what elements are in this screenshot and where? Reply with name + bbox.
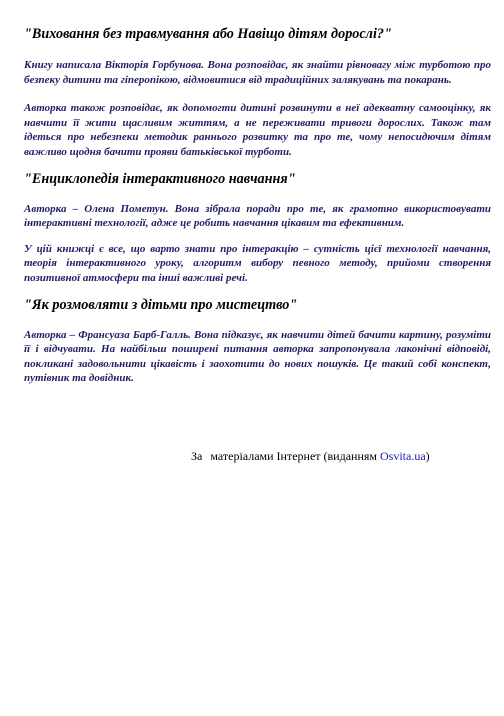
source-text: матеріалами Інтернет (виданням bbox=[210, 449, 380, 463]
section-title-vykhovannia: "Виховання без травмування або Навіщо дітям дорослі?" bbox=[24, 26, 392, 42]
section-paragraph: Книгу написала Вікторія Горбунова. Вона розповідає, як знайти рівновагу між турботою про безпеку дитини та гіперопікою, відмовитися від традиційних залякувань та покарань. bbox=[24, 59, 491, 86]
section-paragraph: Авторка – Олена Пометун. Вона зібрала поради про те, як грамотно використовувати інтерактивні технології, адже це робить навчання цікавим та ефективним. bbox=[24, 202, 491, 230]
section-title-mystetstvo: "Як розмовляти з дітьми про мистецтво" bbox=[24, 296, 298, 313]
section-paragraph: У цій книжці є все, що варто знати про інтеракцію – сутність цієї технології навчання, теорія інтерактивного уроку, алгоритм вибору певного методу, прийоми створення позитивної атмосфери та інші важливі речі. bbox=[24, 242, 491, 284]
source-attribution bbox=[191, 449, 430, 464]
section-paragraph: Авторка – Франсуаза Барб-Галль. Вона підказує, як навчити дітей бачити картину, розуміти її і відчувати. На найбільш поширені питання авторка запропонувала лаконічні відповіді, покликані задовольнити цікавість і заохотити до нових пошуків. Це такий собі конспект, путівник та довідник. bbox=[24, 328, 491, 385]
source-prefix: За bbox=[191, 449, 203, 463]
article-body bbox=[24, 26, 491, 386]
section-title-entsyklopediia: "Енциклопедія інтерактивного навчання" bbox=[24, 170, 296, 187]
source-link-osvita[interactable]: Osvita.ua bbox=[380, 449, 426, 463]
source-suffix: ) bbox=[425, 449, 430, 463]
section-paragraph: Авторка також розповідає, як допомогти дитині розвинути в неї адекватну самооцінку, як навчити її жити щасливим життям, а не переживати тривоги дорослих. Також там ідеться про небезпеки методик раннього розвитку та про те, чому непосидючим дітям важливо щодня бачити прояви батьківської турботи. bbox=[24, 102, 491, 158]
